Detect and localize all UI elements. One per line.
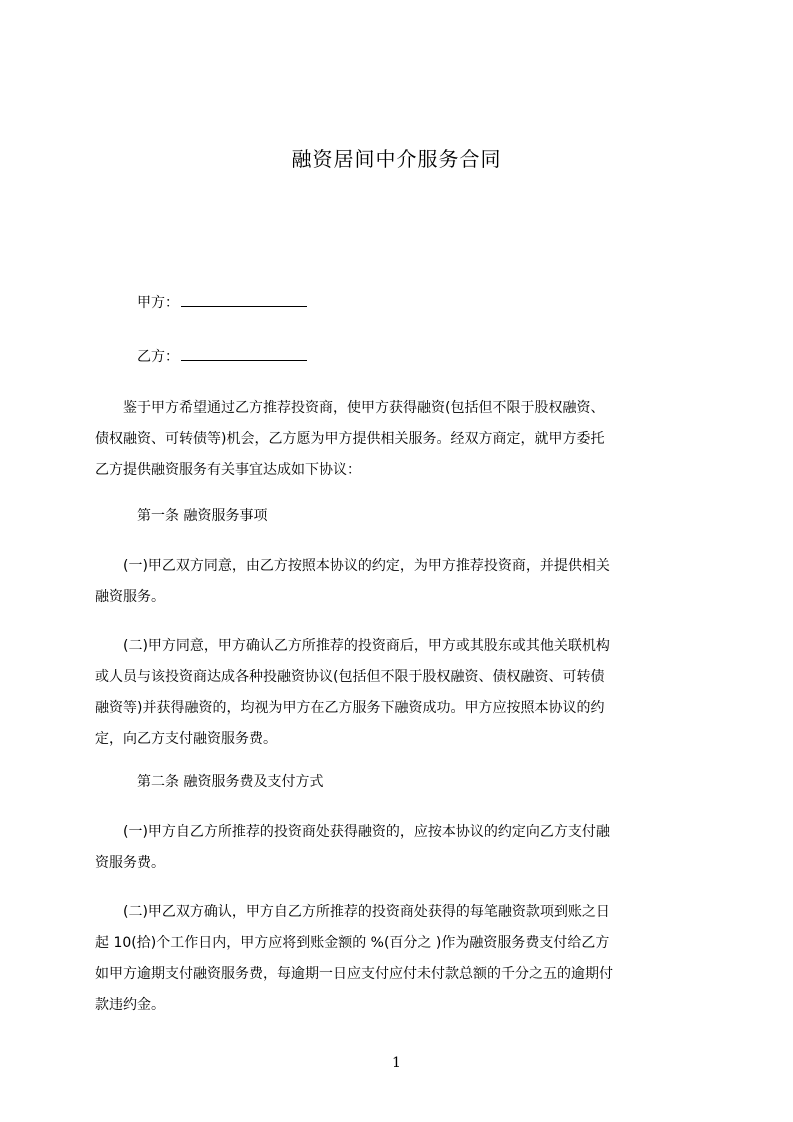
- clause-line: (一)甲方自乙方所推荐的投资商处获得融资的，应按本协议的约定向乙方支付融: [95, 824, 610, 840]
- party-a-field: [137, 292, 307, 312]
- preamble-paragraph: [95, 393, 699, 486]
- preamble-line: 债权融资、可转债等)机会，乙方愿为甲方提供相关服务。经双方商定，就甲方委托: [95, 431, 605, 447]
- article-1-clause-1: [95, 551, 699, 613]
- preamble-line: 鉴于甲方希望通过乙方推荐投资商，使甲方获得融资(包括但不限于股权融资、: [95, 400, 605, 416]
- party-b-label: 乙方：: [137, 349, 179, 365]
- clause-line: (一)甲乙双方同意，由乙方按照本协议的约定，为甲方推荐投资商，并提供相关: [95, 558, 610, 574]
- clause-line: 起 10(拾)个工作日内，甲方应将到账金额的 %(百分之 )作为融资服务费支付给乙方: [95, 935, 610, 951]
- article-2-heading: 第二条 融资服务费及支付方式: [137, 774, 324, 790]
- article-2-clause-2: [95, 897, 699, 1021]
- clause-line: 资服务费。: [95, 855, 165, 871]
- document-title: 融资居间中介服务合同: [291, 147, 502, 171]
- article-1-clause-2: [95, 631, 699, 755]
- preamble-line: 乙方提供融资服务有关事宜达成如下协议：: [95, 462, 361, 478]
- party-b-field: [137, 346, 307, 366]
- clause-line: 定，向乙方支付融资服务费。: [95, 731, 277, 747]
- article-1-heading: 第一条 融资服务事项: [137, 508, 268, 524]
- page-number: 1: [392, 1055, 401, 1071]
- clause-line: 如甲方逾期支付融资服务费，每逾期一日应支付应付未付款总额的千分之五的逾期付: [95, 966, 613, 982]
- clause-line: (二)甲方同意，甲方确认乙方所推荐的投资商后，甲方或其股东或其他关联机构: [95, 638, 610, 654]
- party-a-blank-line: [181, 294, 307, 307]
- party-b-blank-line: [181, 348, 307, 361]
- party-a-label: 甲方：: [137, 295, 179, 311]
- clause-line: 或人员与该投资商达成各种投融资协议(包括但不限于股权融资、债权融资、可转债: [95, 669, 605, 685]
- article-2-clause-1: [95, 817, 699, 879]
- clause-line: 融资服务。: [95, 589, 165, 605]
- clause-line: (二)甲乙双方确认，甲方自乙方所推荐的投资商处获得的每笔融资款项到账之日: [95, 904, 610, 920]
- clause-line: 款违约金。: [95, 997, 165, 1013]
- clause-line: 融资等)并获得融资的，均视为甲方在乙方服务下融资成功。甲方应按照本协议的约: [95, 700, 605, 716]
